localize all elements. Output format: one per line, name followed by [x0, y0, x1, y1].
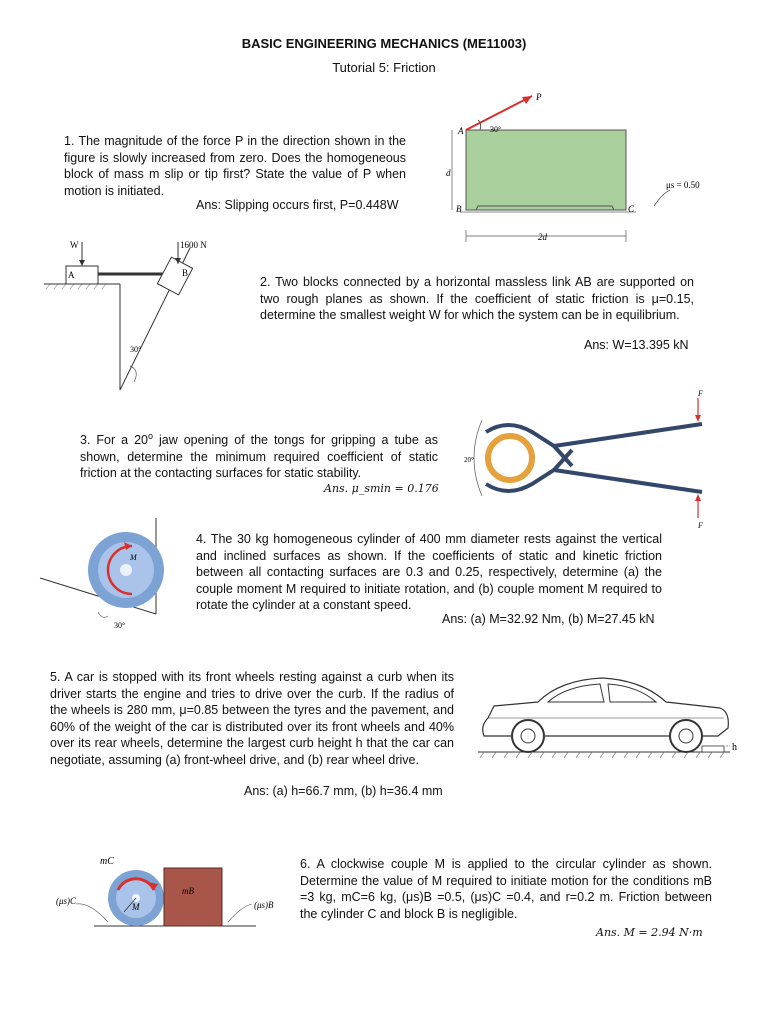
- problem-5-answer: Ans: (a) h=66.7 mm, (b) h=36.4 mm: [244, 784, 443, 798]
- label-C: C: [628, 204, 635, 214]
- problem-number: 1.: [64, 134, 75, 148]
- figure-3-tongs: [462, 388, 722, 528]
- degree-sup: o: [148, 431, 154, 441]
- figure-4-cylinder: [38, 516, 168, 632]
- label-h: h: [732, 742, 737, 753]
- problem-1-answer: Ans: Slipping occurs first, P=0.448W: [196, 198, 399, 212]
- label-angle: 30°: [130, 345, 142, 354]
- label-mu: μs = 0.50: [666, 180, 700, 190]
- problem-text: A car is stopped with its front wheels resting against a curb when its driver starts the engine and tries to drive over the curb. If the radius of the wheels is 280 mm, μ=0.85 between the tyres and the pavement, and 60% of the weight of the car is distributed over its front wheels and 40% over its rear wheels, determine the largest curb height h that the car can negotiate, assuming (a) front-wheel drive, and (b) rear wheel drive.: [50, 670, 454, 767]
- label-mB: mB: [182, 886, 194, 896]
- problem-3: [80, 428, 438, 482]
- problem-text: A clockwise couple M is applied to the circular cylinder as shown. Determine the value of M required to initiate motion for the conditions mB =3 kg, mC=6 kg, (μs)B =0.5, (μs)C =0.4, and r=0.2 m. Friction between the cylinder C and block B is negligible.: [300, 857, 712, 921]
- problem-text: The 30 kg homogeneous cylinder of 400 mm diameter rests against the vertical and inclined surfaces as shown. If the coefficients of static and kinetic friction between all contacting surfaces are 0.3 and 0.25, respectively, determine (a) the couple moment M required to initiate rotation, and (b) couple moment M required to rotate the cylinder at a constant speed.: [196, 532, 662, 612]
- label-A: A: [458, 126, 464, 136]
- label-F-bottom: F: [698, 521, 703, 528]
- label-force: 1600 N: [180, 240, 207, 250]
- problem-number: 5.: [50, 670, 61, 684]
- figure-1-block: [440, 90, 720, 250]
- label-M: M: [132, 902, 140, 912]
- label-muB: (μs)B: [254, 900, 274, 910]
- problem-text: The magnitude of the force P in the direction shown in the figure is slowly increased from zero. Does the homogeneous block of mass m slip or tip first? State the value of P when motion is initiated.: [64, 134, 406, 198]
- label-B: B: [456, 204, 462, 214]
- label-mC: mC: [100, 856, 114, 867]
- problem-6: [300, 856, 712, 922]
- problem-text-post: jaw opening of the tongs for gripping a tube as shown, determine the minimum required coefficient of static friction at the contacting surfaces for static stability.: [80, 433, 438, 481]
- label-W: W: [70, 240, 79, 250]
- problem-6-answer: Ans. M = 2.94 N·m: [596, 926, 703, 939]
- problem-number: 6.: [300, 857, 311, 871]
- label-angle: 30°: [490, 125, 502, 134]
- problem-text-pre: For a 20: [96, 433, 148, 448]
- label-B: B: [182, 268, 189, 278]
- figure-2-blocks: [40, 238, 230, 398]
- problem-4-answer: Ans: (a) M=32.92 Nm, (b) M=27.45 kN: [442, 612, 655, 626]
- page-title: BASIC ENGINEERING MECHANICS (ME11003): [241, 36, 527, 51]
- problem-number: 4.: [196, 532, 207, 546]
- label-F-top: F: [698, 389, 703, 398]
- figure-5-car: [474, 666, 744, 766]
- problem-3-answer: Ans. μ_smin = 0.176: [324, 482, 439, 495]
- figure-6-cylinder-block: [56, 852, 292, 936]
- label-M: M: [130, 553, 137, 562]
- label-2d: 2d: [538, 232, 547, 242]
- label-angle: 30°: [114, 621, 126, 630]
- label-muC: (μs)C: [56, 896, 77, 906]
- problem-5: [50, 669, 454, 768]
- label-d: d: [446, 168, 451, 178]
- label-P: P: [536, 92, 542, 102]
- label-angle: 20°: [464, 456, 474, 464]
- label-A: A: [68, 270, 75, 280]
- problem-4: [196, 531, 662, 614]
- problem-number: 2.: [260, 275, 271, 289]
- problem-text: Two blocks connected by a horizontal massless link AB are supported on two rough planes as shown. If the coefficient of static friction is μ=0.15, determine the smallest weight W for which the system can be in equilibrium.: [260, 275, 695, 322]
- problem-1: [64, 133, 406, 199]
- page-subtitle: Tutorial 5: Friction: [332, 60, 436, 75]
- problem-2: [260, 274, 694, 324]
- problem-2-answer: Ans: W=13.395 kN: [584, 338, 689, 352]
- problem-number: 3.: [80, 433, 91, 448]
